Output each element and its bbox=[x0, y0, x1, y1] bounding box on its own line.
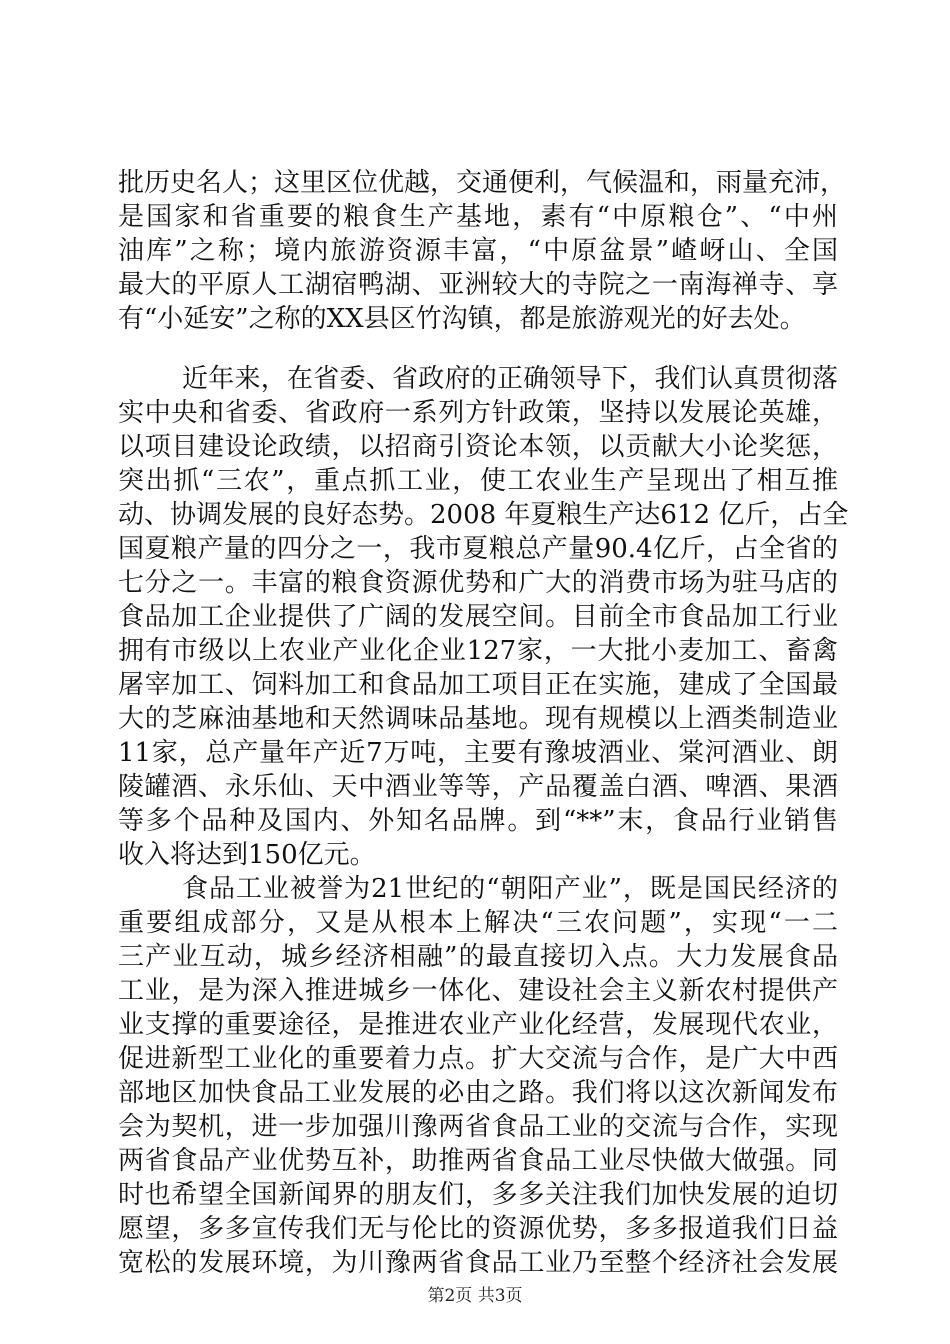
paragraph-2-line-6: 国夏粮产量的四分之一，我市夏粮总产量90.4亿斤，占全省的 bbox=[118, 534, 838, 564]
paragraph-3-line-7: 部地区加快食品工业发展的必由之路。我们将以这次新闻发布 bbox=[118, 1078, 838, 1108]
paragraph-1-line-3: 油库”之称；境内旅游资源丰富，“中原盆景”嵖岈山、全国 bbox=[118, 236, 838, 266]
paragraph-3-line-2: 重要组成部分，又是从根本上解决“三农问题”，实现“一二 bbox=[118, 908, 838, 938]
paragraph-1-line-5: 有“小延安”之称的XX县区竹沟镇，都是旅游观光的好去处。 bbox=[118, 304, 806, 334]
paragraph-3-line-10: 时也希望全国新闻界的朋友们，多多关注我们加快发展的迫切 bbox=[118, 1180, 838, 1210]
paragraph-2-line-9: 拥有市级以上农业产业化企业127家，一大批小麦加工、畜禽 bbox=[118, 636, 838, 666]
paragraph-2-line-2: 实中央和省委、省政府一系列方针政策，坚持以发展论英雄， bbox=[118, 398, 838, 428]
paragraph-3-line-12: 宽松的发展环境，为川豫两省食品工业乃至整个经济社会发展 bbox=[118, 1248, 838, 1278]
paragraph-1-line-4: 最大的平原人工湖宿鸭湖、亚洲较大的寺院之一南海禅寺、享 bbox=[118, 270, 838, 300]
paragraph-3-line-3: 三产业互动，城乡经济相融”的最直接切入点。大力发展食品 bbox=[118, 942, 838, 972]
paragraph-2-line-14: 等多个品种及国内、外知名品牌。到“**”末，食品行业销售 bbox=[118, 806, 838, 836]
paragraph-2-line-10: 屠宰加工、饲料加工和食品加工项目正在实施，建成了全国最 bbox=[118, 670, 838, 700]
paragraph-2-line-15: 收入将达到150亿元。 bbox=[118, 840, 376, 870]
paragraph-3-line-8: 会为契机，进一步加强川豫两省食品工业的交流与合作，实现 bbox=[118, 1112, 838, 1142]
paragraph-2-line-13: 陵罐酒、永乐仙、天中酒业等等，产品覆盖白酒、啤酒、果酒 bbox=[118, 772, 838, 802]
paragraph-3-line-1: 食品工业被誉为21世纪的“朝阳产业”，既是国民经济的 bbox=[182, 874, 838, 904]
paragraph-3-line-9: 两省食品产业优势互补，助推两省食品工业尽快做大做强。同 bbox=[118, 1146, 838, 1176]
paragraph-2-line-7: 七分之一。丰富的粮食资源优势和广大的消费市场为驻马店的 bbox=[118, 568, 838, 598]
paragraph-2-line-5: 动、协调发展的良好态势。2008 年夏粮生产达612 亿斤，占全 bbox=[118, 500, 849, 530]
paragraph-2-line-4: 突出抓“三农”，重点抓工业，使工农业生产呈现出了相互推 bbox=[118, 466, 838, 496]
page-number-footer: 第2页 共3页 bbox=[427, 1286, 523, 1306]
paragraph-2-line-3: 以项目建设论政绩，以招商引资论本领，以贡献大小论奖惩， bbox=[118, 432, 838, 462]
paragraph-2-line-12: 11家，总产量年产近7万吨，主要有豫坡酒业、棠河酒业、朗 bbox=[118, 738, 838, 768]
paragraph-3-line-11: 愿望，多多宣传我们无与伦比的资源优势，多多报道我们日益 bbox=[118, 1214, 838, 1244]
paragraph-2-line-8: 食品加工企业提供了广阔的发展空间。目前全市食品加工行业 bbox=[118, 602, 838, 632]
paragraph-2-line-11: 大的芝麻油基地和天然调味品基地。现有规模以上酒类制造业 bbox=[118, 704, 838, 734]
paragraph-3-line-4: 工业，是为深入推进城乡一体化、建设社会主义新农村提供产 bbox=[118, 976, 838, 1006]
paragraph-1-line-2: 是国家和省重要的粮食生产基地，素有“中原粮仓”、“中州 bbox=[118, 202, 838, 232]
paragraph-1-line-1: 批历史名人；这里区位优越，交通便利，气候温和，雨量充沛， bbox=[118, 168, 847, 198]
paragraph-3-line-5: 业支撑的重要途径，是推进农业产业化经营，发展现代农业， bbox=[118, 1010, 838, 1040]
paragraph-2-line-1: 近年来，在省委、省政府的正确领导下，我们认真贯彻落 bbox=[182, 364, 838, 394]
paragraph-3-line-6: 促进新型工业化的重要着力点。扩大交流与合作，是广大中西 bbox=[118, 1044, 838, 1074]
